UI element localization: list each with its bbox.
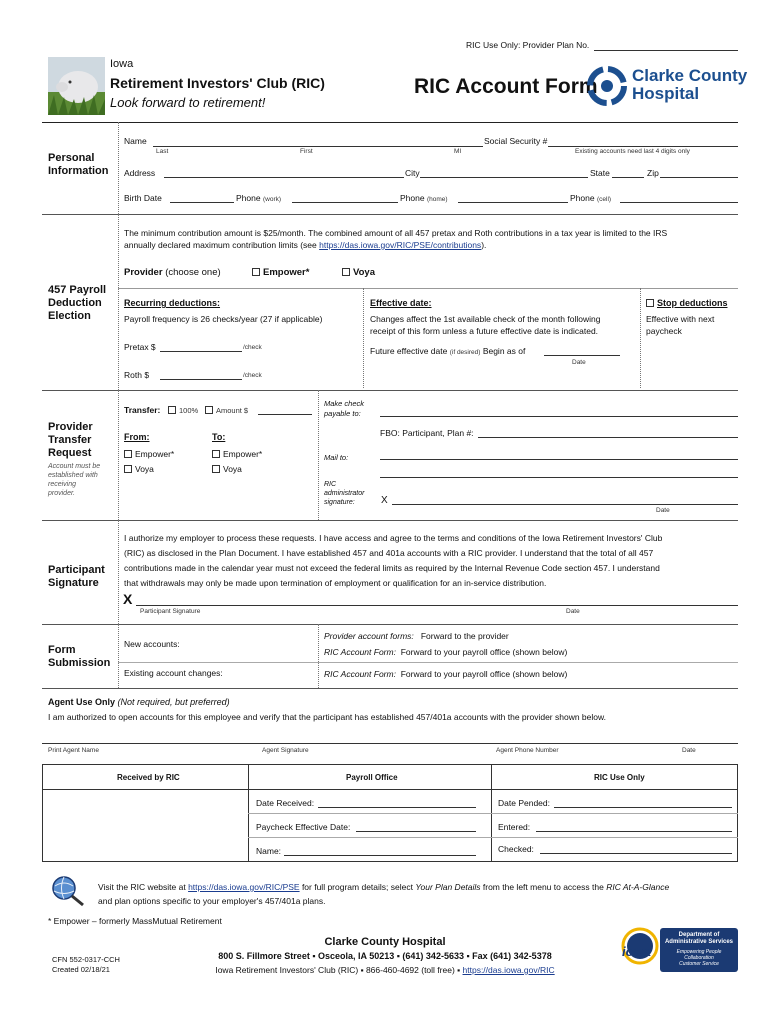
footer-org-name: Clarke County Hospital <box>324 936 446 948</box>
payroll-title-2: Deduction <box>48 297 102 309</box>
ric-use-only-label: RIC Use Only: Provider Plan No. <box>466 40 590 50</box>
provider-empower-option[interactable]: Empower* <box>252 267 309 278</box>
column-divider <box>363 288 364 388</box>
piggy-bank-image <box>48 57 105 115</box>
phone-home-label: Phone (home) <box>400 193 448 203</box>
authorization-text-2: (RIC) as disclosed in the Plan Document. I have established 457 and 401a accounts with a RIC provider. I understand that the total of all 457 <box>124 548 654 558</box>
effective-text-2: receipt of this form unless a future effective date is indicated. <box>370 326 599 336</box>
paycheck-date-field[interactable] <box>356 831 476 832</box>
transfer-amount-field[interactable] <box>258 414 312 415</box>
transfer-title-3: Request <box>48 447 92 459</box>
transfer-note-1: Account must be <box>48 463 101 470</box>
pct-checkbox[interactable] <box>168 406 176 414</box>
phone-cell-label: Phone (cell) <box>570 193 612 203</box>
roth-label: Roth $ <box>124 370 150 380</box>
participant-x-mark: X <box>123 591 133 607</box>
roth-field[interactable] <box>160 379 242 380</box>
birth-label: Birth Date <box>124 193 162 203</box>
authorization-text-3: contributions made in the calendar year must not exceed the federal limits as required by the Internal Revenue Code section 457. I understand <box>124 563 660 573</box>
date-pended-label: Date Pended: <box>498 798 550 808</box>
column-divider <box>318 624 319 688</box>
divider <box>118 288 738 289</box>
stop-text-1: Effective with next <box>646 314 715 324</box>
payroll-intro-2: annually declared maximum contribution limits (see https://das.iowa.gov/RIC/PSE/contributions). <box>124 240 487 250</box>
entered-field[interactable] <box>536 831 732 832</box>
ric-use-header: RIC Use Only <box>594 773 645 782</box>
paycheck-date-label: Paycheck Effective Date: <box>256 822 351 832</box>
future-date-caption: Date <box>572 359 586 366</box>
transfer-100pct-option[interactable]: 100% <box>168 406 198 415</box>
divider <box>42 688 738 689</box>
column-divider <box>318 390 319 520</box>
payable-to-field[interactable] <box>380 416 738 417</box>
existing-changes-label: Existing account changes: <box>124 668 223 678</box>
to-label: To: <box>212 432 226 442</box>
agent-title: Agent Use Only (Not required, but preferred) <box>48 697 230 707</box>
hospital-name-line2: Hospital <box>632 84 700 103</box>
ssn-label: Social Security # <box>484 136 548 146</box>
transfer-amount-option[interactable]: Amount $ <box>205 406 248 415</box>
payroll-intro-1: The minimum contribution amount is $25/month. The combined amount of all 457 pretax and Roth contributions in a tax year is limited to the IRS <box>124 228 668 238</box>
das-line-4: Collaboration <box>684 955 714 961</box>
address-label: Address <box>124 168 156 178</box>
transfer-title-1: Provider <box>48 421 93 433</box>
from-empower-option[interactable]: Empower* <box>124 449 174 459</box>
section-divider <box>118 520 119 624</box>
club-name: Retirement Investors' Club (RIC) <box>110 75 325 91</box>
pretax-label: Pretax $ <box>124 342 156 352</box>
agent-name-caption: Print Agent Name <box>48 747 99 754</box>
to-empower-option[interactable]: Empower* <box>212 449 262 459</box>
divider <box>42 390 738 391</box>
admin-sig-label: RIC administrator signature: <box>324 481 365 506</box>
contributions-link[interactable]: https://das.iowa.gov/RIC/PSE/contributions <box>319 240 482 250</box>
payroll-title-3: Election <box>48 310 91 322</box>
section-divider <box>118 390 119 520</box>
footer-ric-line: Iowa Retirement Investors' Club (RIC) ▪ 866-460-4692 (toll free) ▪ https://das.iowa.gov/RIC <box>215 965 555 975</box>
row-divider <box>248 813 738 814</box>
state-field-label: State <box>590 168 610 178</box>
table-header-divider <box>42 789 738 790</box>
stop-deductions-option[interactable]: Stop deductions <box>646 298 728 308</box>
ric-form-text-2: RIC Account Form: Forward to your payroll office (shown below) <box>324 669 568 679</box>
divider <box>42 520 738 521</box>
roth-per-check: /check <box>243 372 262 379</box>
transfer-note-3: receiving <box>48 481 77 488</box>
participant-date-caption: Date <box>566 608 580 615</box>
column-divider <box>640 288 641 388</box>
entered-label: Entered: <box>498 822 531 832</box>
admin-x-mark: X <box>381 495 388 506</box>
agent-text: I am authorized to open accounts for this employee and verify that the participant has established 457/401a accounts with the provider shown below. <box>48 712 607 722</box>
mail-to-field-1[interactable] <box>380 459 738 460</box>
tagline: Look forward to retirement! <box>110 95 266 110</box>
authorization-text-1: I authorize my employer to process these requests. I have access and agree to the terms and conditions of the Iowa Retirement Investors' Club <box>124 533 663 543</box>
provider-label: Provider (choose one) <box>124 267 221 278</box>
pretax-field[interactable] <box>160 351 242 352</box>
city-field[interactable] <box>420 177 588 178</box>
authorization-text-4: that withdrawals may only be made upon termination of employment or qualification for an in-service distribution. <box>124 578 547 588</box>
ric-home-link[interactable]: https://das.iowa.gov/RIC <box>462 965 555 975</box>
agent-fields-line[interactable] <box>42 743 738 744</box>
personal-title-1: Personal <box>48 152 95 164</box>
office-name-field[interactable] <box>284 855 476 856</box>
admin-sig-field[interactable] <box>392 504 738 505</box>
birth-field[interactable] <box>170 202 234 203</box>
empower-footnote: * Empower – formerly MassMutual Retirement <box>48 916 222 926</box>
checked-field[interactable] <box>540 853 732 854</box>
signature-title-1: Participant <box>48 564 105 576</box>
mi-caption: MI <box>454 148 462 155</box>
participant-sig-caption: Participant Signature <box>140 608 201 615</box>
participant-signature-field[interactable] <box>136 605 738 606</box>
frequency-text: Payroll frequency is 26 checks/year (27 if applicable) <box>124 314 323 324</box>
admin-date-caption: Date <box>656 507 670 514</box>
mail-to-field-2[interactable] <box>380 477 738 478</box>
date-received-label: Date Received: <box>256 798 315 808</box>
future-date-label: Future effective date (if desired) Begin as of <box>370 346 526 356</box>
transfer-note-2: established with <box>48 472 98 479</box>
payroll-title-1: 457 Payroll <box>48 284 107 296</box>
from-voya-option[interactable]: Voya <box>124 464 154 474</box>
das-logo <box>660 928 738 972</box>
row-divider <box>248 837 738 838</box>
iowa-logo-text: iowa <box>622 944 651 959</box>
future-date-field[interactable] <box>544 355 620 356</box>
ric-form-text-1: RIC Account Form: Forward to your payroll office (shown below) <box>324 647 568 657</box>
agent-date-caption: Date <box>682 747 696 754</box>
to-voya-option[interactable]: Voya <box>212 464 242 474</box>
provider-forms-text: Provider account forms: Forward to the provider <box>324 631 509 641</box>
phone-home-field[interactable] <box>458 202 568 203</box>
visit-text-2: and plan options specific to your employer's 457/401a plans. <box>98 896 326 906</box>
from-empower-checkbox[interactable] <box>124 450 132 458</box>
provider-plan-line[interactable] <box>594 50 738 51</box>
ssn-field[interactable] <box>548 146 738 147</box>
signature-title-2: Signature <box>48 577 99 589</box>
from-voya-checkbox[interactable] <box>124 465 132 473</box>
divider <box>118 662 738 663</box>
ric-pse-link[interactable]: https://das.iowa.gov/RIC/PSE <box>188 882 300 892</box>
provider-voya-option[interactable]: Voya <box>342 267 375 278</box>
last-caption: Last <box>156 148 169 155</box>
divider <box>42 214 738 215</box>
checked-label: Checked: <box>498 844 534 854</box>
fbo-label: FBO: Participant, Plan #: <box>380 428 474 438</box>
cfn-number: CFN 552-0317-CCH <box>52 955 120 964</box>
state-field[interactable] <box>612 177 644 178</box>
section-divider <box>118 214 119 390</box>
effective-text-1: Changes affect the 1st available check of the month following <box>370 314 601 324</box>
ssn-note: Existing accounts need last 4 digits only <box>575 148 690 155</box>
das-line-2: Administrative Services <box>664 939 734 945</box>
empower-checkbox[interactable] <box>252 268 260 276</box>
hospital-name-line1: Clarke County <box>632 66 748 85</box>
phone-cell-field[interactable] <box>620 202 738 203</box>
header-divider <box>42 122 738 123</box>
to-empower-checkbox[interactable] <box>212 450 220 458</box>
state-label: Iowa <box>110 58 134 70</box>
name-field[interactable] <box>153 146 483 147</box>
clarke-county-logo-icon <box>587 66 627 106</box>
new-accounts-label: New accounts: <box>124 639 180 649</box>
transfer-label: Transfer: <box>124 405 161 415</box>
transfer-title-2: Transfer <box>48 434 92 446</box>
transfer-note-4: provider. <box>48 490 75 497</box>
submission-title-1: Form <box>48 644 76 656</box>
visit-text-1: Visit the RIC website at https://das.iowa.gov/RIC/PSE for full program details; select Your Plan Details from the left menu to access the RIC At-A-Glance <box>98 882 670 892</box>
zip-label: Zip <box>647 168 659 178</box>
date-received-field[interactable] <box>318 807 476 808</box>
first-caption: First <box>300 148 313 155</box>
fbo-field[interactable] <box>478 437 738 438</box>
das-line-1: Department of <box>678 932 720 938</box>
received-header: Received by RIC <box>117 773 180 782</box>
agent-phone-caption: Agent Phone Number <box>496 747 559 754</box>
make-check-label: Make check payable to: <box>324 399 365 418</box>
footer-address: 800 S. Fillmore Street ▪ Osceola, IA 50213 ▪ (641) 342-5633 ▪ Fax (641) 342-5378 <box>218 951 552 961</box>
city-label: City <box>405 168 420 178</box>
das-line-3: Empowering People <box>676 949 722 955</box>
zip-field[interactable] <box>660 177 738 178</box>
office-name-label: Name: <box>256 846 282 856</box>
section-divider <box>118 122 119 214</box>
globe-search-icon <box>50 874 86 908</box>
divider <box>42 624 738 625</box>
agent-sig-caption: Agent Signature <box>262 747 309 754</box>
effective-label: Effective date: <box>370 298 432 308</box>
amount-checkbox[interactable] <box>205 406 213 414</box>
mail-to-label: Mail to: <box>324 453 349 462</box>
pretax-per-check: /check <box>243 344 262 351</box>
section-divider <box>118 624 119 688</box>
address-field[interactable] <box>164 177 404 178</box>
form-title: RIC Account Form <box>414 75 598 98</box>
stop-text-2: paycheck <box>646 326 682 336</box>
phone-work-label: Phone (work) <box>236 193 282 203</box>
phone-work-field[interactable] <box>292 202 398 203</box>
to-voya-checkbox[interactable] <box>212 465 220 473</box>
stop-checkbox[interactable] <box>646 299 654 307</box>
created-date: Created 02/18/21 <box>52 965 110 974</box>
das-line-5: Customer Service <box>679 961 719 967</box>
personal-title-2: Information <box>48 165 109 177</box>
from-label: From: <box>124 432 150 442</box>
payroll-header: Payroll Office <box>346 773 398 782</box>
name-label: Name <box>124 136 147 146</box>
voya-checkbox[interactable] <box>342 268 350 276</box>
submission-title-2: Submission <box>48 657 111 669</box>
recurring-label: Recurring deductions: <box>124 298 221 308</box>
date-pended-field[interactable] <box>554 807 732 808</box>
